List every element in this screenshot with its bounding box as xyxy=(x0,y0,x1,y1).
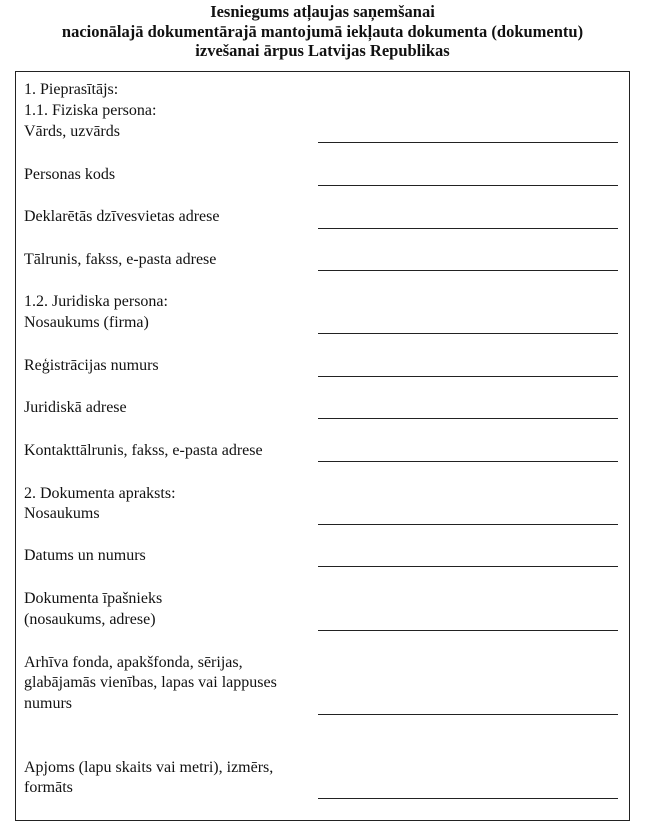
document-title xyxy=(0,2,645,61)
name-surname-field[interactable] xyxy=(318,142,618,143)
archive-label-line-1: Arhīva fonda, apakšfonda, sērijas, xyxy=(24,654,243,671)
title-line-2: nacionālajā dokumentārajā mantojumā iekļauta dokumenta (dokumentu) xyxy=(61,21,584,41)
personal-code-label: Personas kods xyxy=(24,166,116,183)
archive-field[interactable] xyxy=(318,714,618,715)
owner-label-line-2: (nosaukums, adrese) xyxy=(24,611,156,628)
natural-person-heading: 1.1. Fiziska persona: xyxy=(24,102,157,119)
registration-number-field[interactable] xyxy=(318,376,618,377)
declared-address-field[interactable] xyxy=(318,228,618,229)
volume-label-line-2: formāts xyxy=(24,779,73,796)
document-name-label: Nosaukums xyxy=(24,505,100,522)
archive-label-line-2: glabājamās vienības, lapas vai lappuses xyxy=(24,674,277,691)
date-number-field[interactable] xyxy=(318,566,618,567)
date-number-label: Datums un numurs xyxy=(24,547,146,564)
legal-address-field[interactable] xyxy=(318,418,618,419)
section-requester-heading: 1. Pieprasītājs: xyxy=(24,81,119,98)
registration-number-label: Reģistrācijas numurs xyxy=(24,357,159,374)
owner-field[interactable] xyxy=(318,630,618,631)
contacts-field[interactable] xyxy=(318,270,618,271)
contacts-label: Tālrunis, fakss, e-pasta adrese xyxy=(24,251,217,268)
archive-label-line-3: numurs xyxy=(24,695,72,712)
section-document-heading: 2. Dokumenta apraksts: xyxy=(24,485,176,502)
volume-field[interactable] xyxy=(318,798,618,799)
title-line-1: Iesniegums atļaujas saņemšanai xyxy=(210,2,435,21)
document-name-field[interactable] xyxy=(318,524,618,525)
title-line-3: izvešanai ārpus Latvijas Republikas xyxy=(195,41,450,60)
legal-address-label: Juridiskā adrese xyxy=(24,399,127,416)
contact-info-label: Kontakttālrunis, fakss, e-pasta adrese xyxy=(24,442,263,459)
volume-label-line-1: Apjoms (lapu skaits vai metri), izmērs, xyxy=(24,759,274,776)
contact-info-field[interactable] xyxy=(318,461,618,462)
company-name-field[interactable] xyxy=(318,333,618,334)
name-surname-label: Vārds, uzvārds xyxy=(24,123,120,140)
owner-label-line-1: Dokumenta īpašnieks xyxy=(24,590,163,607)
legal-person-heading: 1.2. Juridiska persona: xyxy=(24,293,168,310)
company-name-label: Nosaukums (firma) xyxy=(24,314,149,331)
declared-address-label: Deklarētās dzīvesvietas adrese xyxy=(24,208,220,225)
personal-code-field[interactable] xyxy=(318,185,618,186)
